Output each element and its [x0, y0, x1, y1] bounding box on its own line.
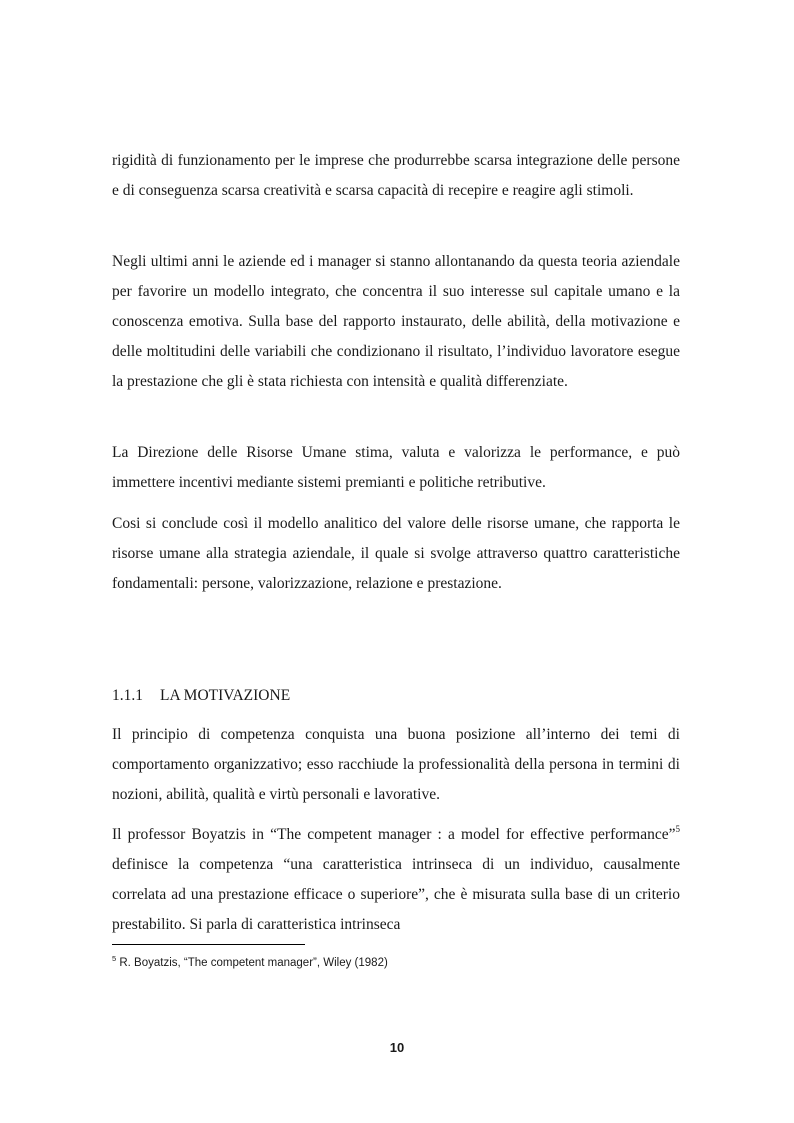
paragraph-modello-analitico: Cosi si conclude così il modello analitico del valore delle risorse umane, che rapporta le risorse umane alla strategia aziendale, il quale si svolge attraverso quattro caratteristiche fondamentali: persone, valorizzazione, relazione e prestazione.: [112, 515, 680, 592]
paragraph-principio-competenza: Il principio di competenza conquista una buona posizione all’interno dei temi di comportamento organizzativo; esso racchiude la professionalità della persona in termini di nozioni, abilità, qualità e virtù personali e lavorative.: [112, 726, 680, 803]
section-heading: [112, 681, 290, 711]
section-title: LA MOTIVAZIONE: [160, 687, 291, 704]
footnote-number: 5: [112, 954, 117, 963]
footnote-separator: [112, 944, 305, 945]
footnote-text: R. Boyatzis, “The competent manager”, Wiley (1982): [116, 957, 388, 969]
footnote: [112, 954, 388, 972]
paragraph-negli-ultimi-anni: Negli ultimi anni le aziende ed i manager si stanno allontanando da questa teoria aziendale per favorire un modello integrato, che concentra il suo interesse sul capitale umano e la conoscenza emotiva. Sulla base del rapporto instaurato, delle abilità, della motivazione e delle moltitudini delle variabili che condizionano il risultato, l’individuo lavoratore esegue la prestazione che gli è stata richiesta con intensità e qualità differenziate.: [112, 253, 680, 390]
boyatzis-text-end: definisce la competenza “una caratteristica intrinseca di un individuo, causalmente correlata ad una prestazione efficace o superiore”, che è misurata sulla base di un criterio prestabilito. Si parla di caratteristica intrinseca: [112, 856, 680, 933]
footnote-reference: 5: [675, 824, 680, 834]
paragraph-direzione-risorse-umane: La Direzione delle Risorse Umane stima, valuta e valorizza le performance, e può immettere incentivi mediante sistemi premianti e politiche retributive.: [112, 444, 680, 491]
paragraph-rigidita: rigidità di funzionamento per le imprese che produrrebbe scarsa integrazione delle persone e di conseguenza scarsa creatività e scarsa capacità di recepire e reagire agli stimoli.: [112, 152, 680, 199]
paragraph-boyatzis: [112, 820, 680, 940]
boyatzis-text-start: Il professor Boyatzis in “The competent manager : a model for effective performance”: [112, 826, 676, 843]
page-number: 10: [389, 1040, 405, 1055]
section-number: 1.1.1: [112, 687, 143, 704]
